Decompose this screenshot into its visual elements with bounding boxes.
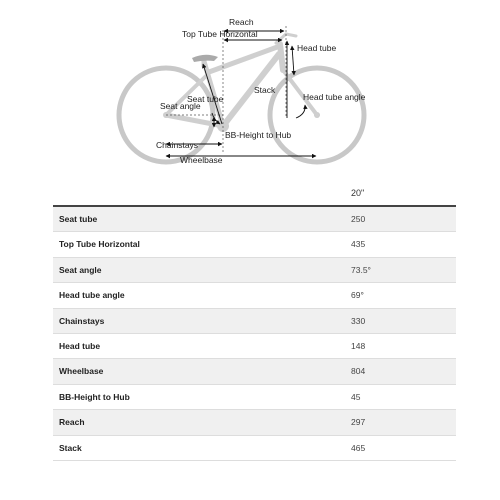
row-value: 465 <box>351 442 366 453</box>
size-column-header: 20" <box>351 188 365 198</box>
table-row <box>53 436 456 461</box>
row-value: 45 <box>351 391 361 402</box>
row-value: 69° <box>351 290 364 301</box>
table-row <box>53 258 456 283</box>
row-value: 148 <box>351 340 366 351</box>
row-value: 330 <box>351 315 366 326</box>
row-value: 435 <box>351 239 366 250</box>
label-seat-angle: Seat angle <box>160 101 201 111</box>
table-row <box>53 232 456 257</box>
row-label: Reach <box>59 417 85 428</box>
table-row <box>53 207 456 232</box>
row-label: Seat tube <box>59 214 98 224</box>
row-value: 73.5° <box>351 264 371 275</box>
table-row <box>53 334 456 359</box>
row-label: Chainstays <box>59 315 105 326</box>
row-label: Head tube <box>59 340 101 351</box>
table-row <box>53 385 456 410</box>
label-reach: Reach <box>229 17 254 27</box>
label-stack: Stack <box>254 85 276 95</box>
table-header <box>53 181 456 207</box>
bike-frame <box>166 34 317 132</box>
row-label: BB-Height to Hub <box>59 391 130 402</box>
row-label: Seat angle <box>59 264 102 275</box>
label-chainstays: Chainstays <box>156 140 199 150</box>
geometry-table <box>53 181 456 461</box>
row-value: 250 <box>351 214 366 224</box>
label-wheelbase: Wheelbase <box>180 155 223 165</box>
table-row <box>53 410 456 435</box>
row-label: Wheelbase <box>59 366 104 377</box>
table-row <box>53 359 456 384</box>
bike-geometry-diagram <box>0 0 500 180</box>
label-seat-tube: Seat tube <box>187 94 224 104</box>
label-head-tube: Head tube <box>297 43 337 53</box>
row-label: Head tube angle <box>59 290 125 301</box>
table-row <box>53 309 456 334</box>
label-head-tube-angle: Head tube angle <box>303 92 366 102</box>
label-bb-height-to-hub: BB-Height to Hub <box>225 130 292 140</box>
row-label: Top Tube Horizontal <box>59 239 140 250</box>
label-top-tube-horizontal: Top Tube Horizontal <box>182 29 258 39</box>
row-value: 804 <box>351 366 366 377</box>
row-label: Stack <box>59 442 82 453</box>
row-value: 297 <box>351 417 366 428</box>
table-row <box>53 283 456 308</box>
